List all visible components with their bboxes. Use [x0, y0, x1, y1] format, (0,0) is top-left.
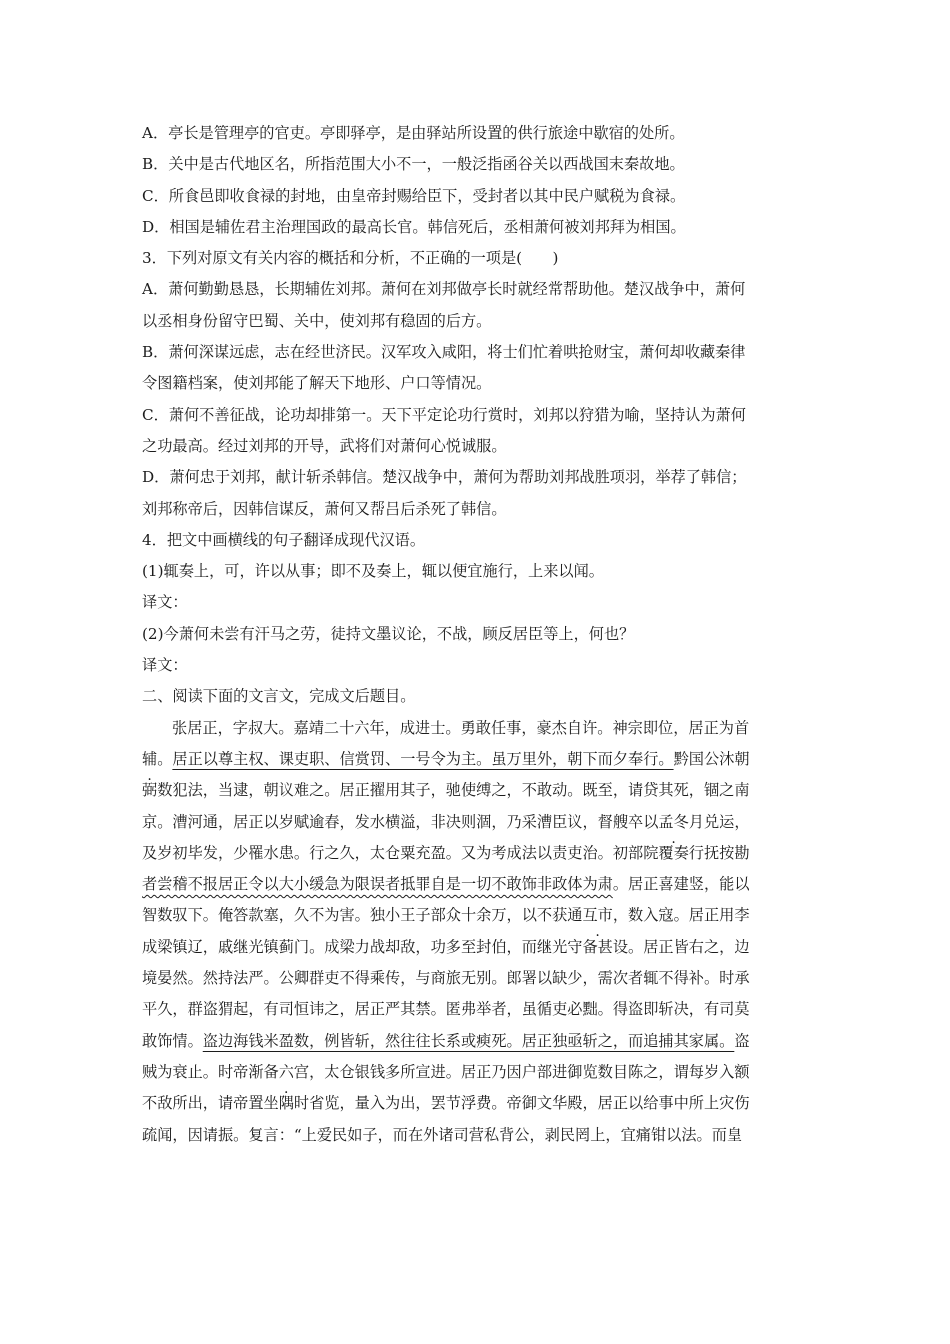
- passage-line: 疏闻，因请振。复言：“上爱民如子，而在外诸司营私背公，剥民罔上，宜痛钳以法。而皇: [142, 1125, 743, 1144]
- q3-option-c-line1: C．萧何不善征战，论功却排第一。天下平定论功行赏时，刘邦以狩猎为喻，坚持认为萧何: [142, 405, 746, 424]
- q3-option-c-line2: 之功最高。经过刘邦的开导，武将们对萧何心悦诚服。: [142, 436, 507, 455]
- passage-line: 张居正，字叔大。嘉靖二十六年，成进士。勇敢任事，豪杰自许。神宗即位，居正为首: [172, 718, 750, 737]
- underlined-sentence-2: 盗边海钱米盈数，例皆斩，然往往长系或瘐死。居正独亟斩之，而追捕其家属。: [202, 1031, 735, 1050]
- q3-option-a-line1: A．萧何勤勤恳恳，长期辅佐刘邦。萧何在刘邦做亭长时就经常帮助他。楚汉战争中，萧何: [142, 280, 746, 299]
- dotted-word: 互市: [582, 906, 613, 925]
- passage-line: 及岁初毕发，少罹水患。行之久，太仓粟充盈。又为考成法以责吏治。初部院覆奏行抚按勘: [142, 843, 750, 862]
- passage-line: 境晏然。然持法严。公卿群吏不得乘传，与商旅无别。郎署以缺少，需次者辄不得补。时承: [142, 969, 750, 988]
- section-heading: 二、阅读下面的文言文，完成文后题目。: [142, 687, 416, 706]
- q4-sentence-2: (2)今萧何未尝有汗马之劳，徒持文墨议论，不战，顾反居臣等上，何也？: [142, 624, 635, 643]
- q2-option-d: D．相国是辅佐君主治理国政的最高长官。韩信死后，丞相萧何被刘邦拜为相国。: [142, 217, 686, 236]
- q4-stem: 4．把文中画横线的句子翻译成现代汉语。: [142, 530, 426, 549]
- q4-sentence-1: (1)辄奏上，可，许以从事；即不及奏上，辄以便宜施行，上来以闻。: [142, 562, 604, 581]
- passage-line: 平久，群盗猬起，有司恒讳之，居正严其禁。匿弗举者，虽循吏必黜。得盗即斩决，有司莫: [142, 1000, 750, 1019]
- q4-translation-label-2: 译文：: [142, 656, 188, 675]
- q2-option-a: A．亭长是管理亭的官吏。亭即驿亭，是由驿站所设置的供行旅途中歇宿的处所。: [142, 124, 685, 142]
- q2-option-c: C．所食邑即收食禄的封地，由皇帝封赐给臣下，受封者以其中民户赋税为食禄。: [142, 186, 686, 205]
- passage-line: 不敌所出，请帝置坐隅时省览，量入为出，罢节浮费。帝御文华殿，居正以给事中所上灾伤: [142, 1094, 750, 1113]
- passage-line: 成梁镇辽，戚继光镇蓟门。成梁力战却敌，功多至封伯，而继光守备甚设。居正皆右之，边: [142, 937, 750, 956]
- q3-option-b-line2: 令图籍档案，使刘邦能了解天下地形、户口等情况。: [142, 374, 492, 393]
- wavy-underlined-sentence: 者尝稽不报居正令以大小缓急为限误者抵罪自是一切不敢饰非政体为肃: [142, 875, 613, 894]
- dotted-char: 辅: [142, 749, 158, 768]
- passage-line: 贼为衰止。时帝渐备六宫，太仓银钱多所宣进。居正乃因户部进御览数目陈之，谓每岁入额: [142, 1062, 750, 1081]
- passage-line: 弼数犯法，当逮，朝议难之。居正擢用其子，驰使缚之，不敢动。既至，请贷其死，锢之南: [142, 781, 750, 800]
- q3-stem: 3．下列对原文有关内容的概括和分析，不正确的一项是( ): [142, 249, 559, 268]
- passage-line: 敢饰情。盗边海钱米盈数，例皆斩，然往往长系或瘐死。居正独亟斩之，而追捕其家属。盗: [142, 1031, 750, 1050]
- passage-line: 京。漕河通，居正以岁赋逾春，发水横溢，非决则涸，乃采漕臣议，督艘卒以孟冬月兑运，: [142, 812, 750, 831]
- q3-option-b-line1: B．萧何深谋远虑，志在经世济民。汉军攻入咸阳，将士们忙着哄抢财宝，萧何却收藏秦律: [142, 343, 746, 362]
- passage-line: 辅。居正以尊主权、课吏职、信赏罚、一号令为主。虽万里外，朝下而夕奉行。黔国公沐朝: [142, 749, 750, 768]
- document-page: [142, 118, 812, 1151]
- dotted-char: 六: [278, 1062, 294, 1081]
- underlined-sentence-1: 居正以尊主权、课吏职、信赏罚、一号令为主。虽万里外，朝下而夕奉行。: [172, 749, 674, 768]
- passage-line: 者尝稽不报居正令以大小缓急为限误者抵罪自是一切不敢饰非政体为肃。居正喜建竖，能以: [142, 875, 750, 894]
- q3-option-d-line2: 刘邦称帝后，因韩信谋反，萧何又帮吕后杀死了韩信。: [142, 499, 507, 518]
- q4-translation-label-1: 译文：: [142, 593, 188, 612]
- dotted-word: 孟冬: [658, 812, 689, 831]
- q3-option-d-line1: D．萧何忠于刘邦，献计斩杀韩信。楚汉战争中，萧何为帮助刘邦战胜项羽，举荐了韩信；: [142, 468, 747, 487]
- q3-option-a-line2: 以丞相身份留守巴蜀、关中，使刘邦有稳固的后方。: [142, 311, 492, 330]
- passage-line: 智数驭下。俺答款塞，久不为害。独小王子部众十余万，以不获通互市，数入寇。居正用李: [142, 906, 750, 925]
- q2-option-b: B．关中是古代地区名，所指范围大小不一，一般泛指函谷关以西战国末秦故地。: [142, 155, 685, 174]
